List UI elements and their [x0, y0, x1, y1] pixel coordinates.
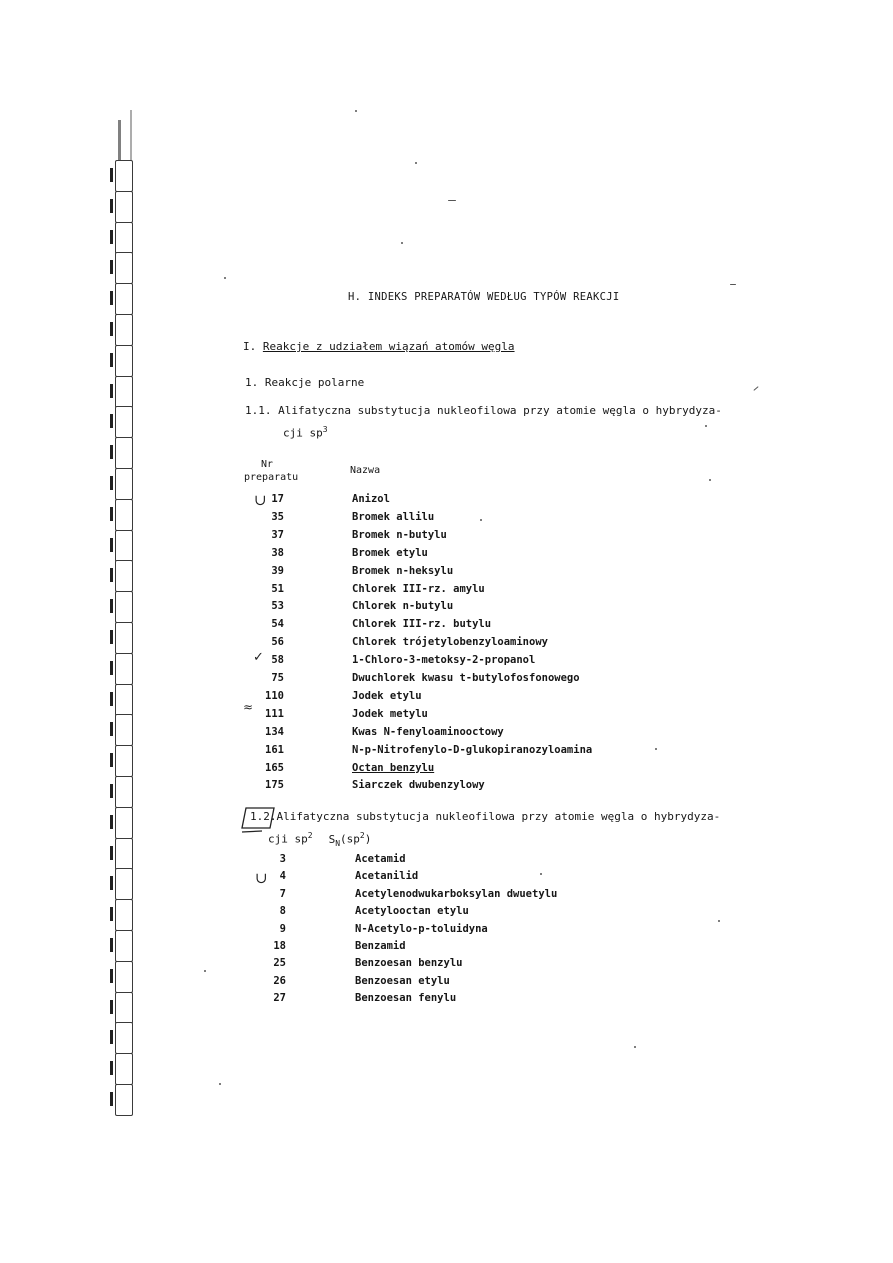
preparation-name: N-Acetylo-p-toluidyna [355, 922, 488, 935]
binding-loop [115, 222, 133, 254]
preparation-number: 56 [271, 636, 284, 649]
binding-loop [115, 283, 133, 315]
group2-line1: 1.2.Alifatyczna substytucja nukleofilowa przy atomie węgla o hybrydyza- [250, 810, 721, 823]
binding-loop [115, 930, 133, 962]
preparation-number: 161 [265, 743, 284, 756]
preparation-name: Benzoesan etylu [355, 974, 450, 987]
binding-tick [110, 815, 113, 829]
preparation-name: Chlorek III-rz. amylu [352, 582, 485, 595]
binding-loop [115, 376, 133, 408]
binding-loop [115, 345, 133, 377]
preparation-number: 39 [271, 564, 284, 577]
binding-loop [115, 499, 133, 531]
preparation-number: 54 [271, 618, 284, 631]
binding-loop [115, 714, 133, 746]
preparation-number: 26 [273, 974, 286, 987]
preparation-name: Bromek allilu [352, 510, 435, 523]
binding-loop [115, 776, 133, 808]
preparation-name: N-p-Nitrofenylo-D-glukopiranozyloamina [352, 743, 593, 756]
preparation-number: 18 [273, 940, 286, 952]
binding-tick [110, 876, 113, 890]
binding-tick [110, 260, 113, 274]
group1-heading [245, 401, 722, 443]
preparation-name: Benzoesan fenylu [355, 992, 457, 1005]
binding-tick [110, 938, 113, 952]
preparation-number: 165 [265, 761, 284, 774]
binding-loop [115, 314, 133, 346]
preparation-number: 7 [279, 887, 286, 900]
binding-loop [115, 468, 133, 500]
preparation-name: Bromek n-heksylu [352, 564, 454, 577]
preparation-number: 27 [273, 992, 286, 1005]
preparation-name: Chlorek n-butylu [352, 600, 454, 613]
preparation-number: 3 [279, 853, 286, 865]
binding-tick [110, 692, 113, 706]
preparation-name: Bromek etylu [352, 546, 428, 559]
preparation-name: Dwuchlorek kwasu t-butylofosfonowego [352, 672, 580, 684]
binding-loop [115, 684, 133, 716]
binding-tick [110, 846, 113, 860]
binding-tick [110, 907, 113, 921]
check-mark-u-icon-2: ∪ [255, 869, 268, 887]
binding-loop [115, 560, 133, 592]
preparation-number: 37 [271, 528, 284, 541]
binding-loop [115, 622, 133, 654]
binding-tick [110, 1030, 113, 1044]
preparation-number: 8 [279, 905, 286, 918]
binding-tick [110, 661, 113, 675]
binding-tick [110, 230, 113, 244]
preparation-name: Octan benzylu [352, 761, 435, 774]
binding-tick [110, 445, 113, 459]
binding-tick [110, 538, 113, 552]
check-mark-u-icon: ∪ [254, 491, 267, 509]
binding-loop [115, 1053, 133, 1085]
preparation-number: 17 [271, 493, 284, 505]
binding-tick [110, 784, 113, 798]
group1-line2: cji $sp^3$ [283, 425, 328, 440]
section-label: Reakcje z udziałem wiązań atomów węgla [262, 340, 515, 353]
column-header-name: Nazwa [350, 465, 381, 476]
binding-tick [110, 476, 113, 490]
section-heading [243, 340, 515, 353]
preparation-name: Acetamid [355, 853, 406, 865]
binding-loop [115, 653, 133, 685]
group2-line2: cji $sp^2$ $S_N(sp^2)$ [268, 831, 372, 848]
binding-loop [115, 1022, 133, 1054]
subsection-heading: 1. Reakcje polarne [245, 376, 365, 389]
preparation-name: Jodek etylu [352, 689, 422, 702]
binding-tick [110, 168, 113, 182]
preparation-number: 4 [279, 870, 286, 883]
binding-loop [115, 437, 133, 469]
binding-loop [115, 1084, 133, 1116]
binding-loop [115, 406, 133, 438]
binding-tick [110, 969, 113, 983]
preparation-name: Jodek metylu [352, 707, 428, 720]
spiral-binding [108, 100, 142, 1095]
index-title: H. INDEKS PREPARATÓW WEDŁUG TYPÓW REAKCJI [348, 291, 620, 303]
binding-tick [110, 322, 113, 336]
preparation-number: 53 [271, 600, 284, 613]
column-header-nr: Nr preparatu [244, 459, 299, 483]
preparation-name: Chlorek trójetylobenzyloaminowy [352, 636, 548, 649]
group1-line1: 1.1. Alifatyczna substytucja nukleofilowa przy atomie węgla o hybrydyza- [245, 404, 722, 417]
preparation-number: 38 [271, 546, 284, 559]
binding-loop [115, 868, 133, 900]
binding-tick [110, 599, 113, 613]
preparation-name: Acetanilid [355, 870, 419, 883]
binding-loop [115, 961, 133, 993]
binding-loop [115, 252, 133, 284]
binding-loop [115, 807, 133, 839]
binding-tick [110, 199, 113, 213]
preparation-name: Acetylenodwukarboksylan dwuetylu [355, 887, 558, 900]
check-mark-icon: ✓ [253, 650, 264, 665]
group2-heading [250, 807, 720, 853]
binding-loop [115, 838, 133, 870]
preparation-name: Kwas N-fenyloaminooctowy [352, 725, 504, 738]
preparation-name: Benzoesan benzylu [355, 957, 463, 970]
binding-loop [115, 745, 133, 777]
binding-tick [110, 1061, 113, 1075]
binding-tick [110, 414, 113, 428]
binding-loop [115, 591, 133, 623]
preparation-number: 110 [265, 689, 284, 702]
preparation-number: 51 [271, 582, 284, 595]
binding-loop [115, 992, 133, 1024]
preparation-name: Siarczek dwubenzylowy [352, 779, 485, 792]
dash-mark-icon: ≈ [243, 700, 254, 714]
preparation-number: 58 [271, 654, 284, 667]
preparation-number: 134 [265, 725, 284, 738]
preparation-name: Acetylooctan etylu [355, 905, 469, 918]
preparation-number: 111 [265, 707, 284, 720]
binding-tick [110, 722, 113, 736]
binding-tick [110, 353, 113, 367]
preparation-number: 25 [273, 957, 286, 970]
binding-tick [110, 384, 113, 398]
binding-loop [115, 899, 133, 931]
binding-tick [110, 1000, 113, 1014]
preparation-name: Bromek n-butylu [352, 528, 447, 541]
preparation-name: Chlorek III-rz. butylu [352, 618, 492, 631]
binding-loop [115, 160, 133, 192]
binding-tick [110, 291, 113, 305]
binding-tick [110, 568, 113, 582]
preparation-name: Anizol [352, 493, 390, 505]
preparation-name: 1-Chloro-3-metoksy-2-propanol [352, 654, 536, 667]
preparation-name: Benzamid [355, 940, 406, 952]
binding-loop [115, 191, 133, 223]
binding-loop [115, 530, 133, 562]
binding-tick [110, 1092, 113, 1106]
section-number: I. [243, 340, 257, 353]
binding-tick [110, 630, 113, 644]
preparation-number: 175 [265, 779, 284, 792]
binding-tick [110, 753, 113, 767]
preparation-number: 75 [271, 672, 284, 684]
preparation-number: 9 [279, 922, 286, 935]
binding-tick [110, 507, 113, 521]
preparation-number: 35 [271, 510, 284, 523]
